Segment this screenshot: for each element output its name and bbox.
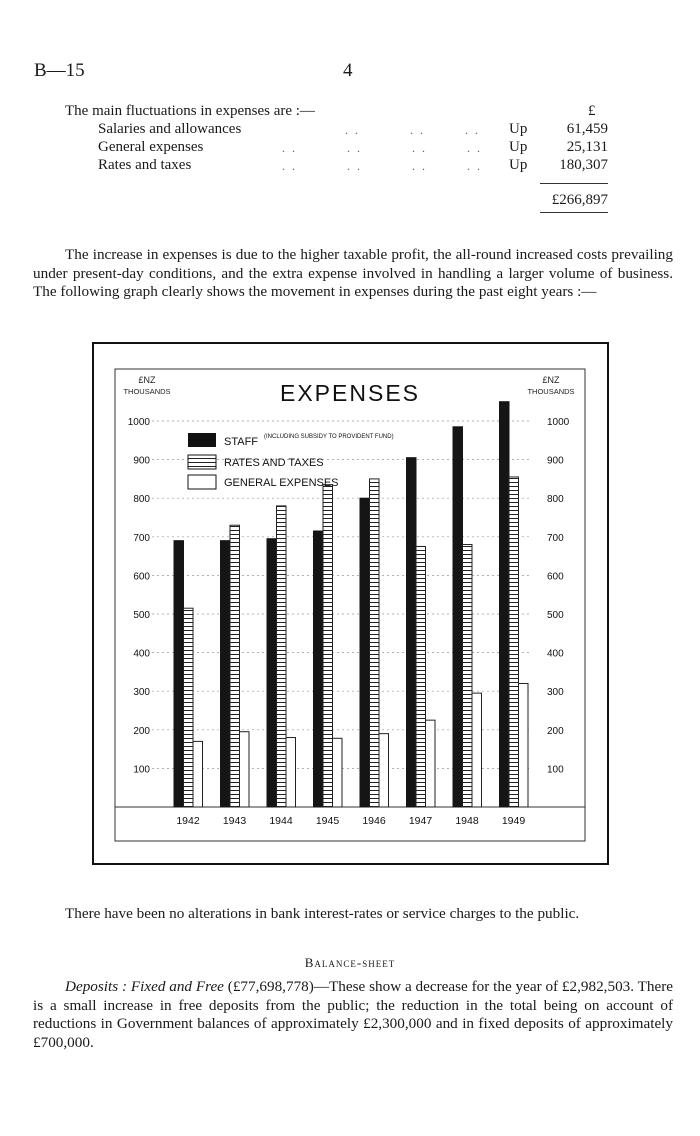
expenses-paragraph-text: The increase in expenses is due to the higher taxable profit, the all-round increased costs prevailing under present-day conditions, and the extra expense involved in handling a larger volume of business. The following graph clearly shows the movement in expenses during the past eight years :—	[33, 246, 673, 300]
y-tick-label-right: 500	[547, 610, 564, 621]
bar-general-expenses	[286, 738, 296, 807]
bar-staff	[174, 541, 184, 807]
y-tick-label-left: 200	[133, 725, 150, 737]
left-axis-label: THOUSANDS	[123, 387, 171, 396]
page-number: 4	[343, 60, 353, 81]
total-rule-top	[540, 183, 608, 184]
bar-rates-and-taxes	[184, 608, 194, 807]
bar-rates-and-taxes	[509, 477, 519, 807]
expenses-chart	[92, 342, 609, 865]
fluctuation-label: Salaries and allowances	[98, 121, 242, 137]
interest-rates-paragraph	[33, 905, 673, 924]
y-tick-label-right: 900	[547, 455, 564, 467]
bar-general-expenses	[240, 732, 250, 807]
legend-note-staff: (INCLUDING SUBSIDY TO PROVIDENT FUND)	[264, 434, 394, 440]
bar-staff	[267, 539, 277, 807]
x-tick-label: 1949	[501, 815, 526, 827]
bar-general-expenses	[333, 738, 343, 807]
bar-general-expenses	[519, 683, 529, 807]
bar-general-expenses	[426, 720, 436, 807]
bar-rates-and-taxes	[230, 525, 240, 807]
fluctuation-label: General expenses	[98, 139, 204, 155]
y-tick-label-right: 100	[547, 764, 564, 776]
currency-symbol: £	[588, 103, 596, 119]
interest-rates-paragraph-text: There have been no alterations in bank interest-rates or service charges to the public.	[65, 905, 580, 922]
legend-swatch-staff	[188, 433, 216, 447]
bar-general-expenses	[472, 693, 482, 807]
bar-staff	[407, 458, 417, 807]
y-tick-label-right: 700	[547, 532, 564, 544]
fluctuations-total: £266,897	[551, 192, 608, 208]
legend-label-general: GENERAL EXPENSES	[224, 477, 339, 489]
fluctuation-amount: 180,307	[559, 157, 608, 173]
bar-staff	[360, 498, 370, 807]
page-reference: B—15	[34, 60, 85, 81]
fluctuation-direction: Up	[509, 157, 528, 173]
bar-staff	[500, 402, 510, 807]
x-tick-label: 1943	[222, 815, 247, 827]
x-tick-label: 1947	[408, 815, 433, 827]
x-tick-label: 1945	[315, 815, 340, 827]
y-tick-label-left: 800	[133, 494, 150, 506]
fluctuation-direction: Up	[509, 121, 528, 137]
bar-rates-and-taxes	[463, 545, 473, 807]
leader-dots: . . . . . .	[345, 123, 480, 137]
fluctuation-amount: 61,459	[566, 121, 608, 137]
expenses-paragraph	[33, 246, 673, 302]
fluctuation-row	[0, 121, 608, 139]
fluctuation-row	[0, 157, 608, 175]
x-tick-label: 1944	[269, 815, 293, 827]
y-tick-label-right: 300	[547, 687, 564, 699]
y-tick-label-right: 200	[547, 725, 564, 737]
chart-legend	[188, 433, 394, 489]
fluctuation-label: Rates and taxes	[98, 157, 192, 173]
left-axis-unit: £NZ	[138, 375, 156, 385]
fluctuation-row	[0, 139, 608, 157]
y-tick-label-left: 300	[133, 687, 150, 699]
y-tick-label-right: 1000	[547, 417, 570, 428]
bar-rates-and-taxes	[370, 479, 380, 807]
y-tick-label-right: 400	[547, 648, 564, 660]
bar-staff	[453, 427, 463, 807]
deposits-paragraph	[33, 978, 673, 1052]
fluctuations-intro: The main fluctuations in expenses are :—	[65, 103, 315, 119]
deposits-lead: Deposits : Fixed and Free	[65, 978, 224, 995]
y-tick-label-left: 500	[133, 610, 150, 621]
total-rule-bottom	[540, 212, 608, 213]
legend-swatch-general	[188, 475, 216, 489]
y-tick-label-left: 400	[133, 648, 150, 660]
deposits-text: —These show a decrease for the year of £2,982,503. There is a small increase in free deposits from the public; the reduction in the total being on account of reductions in Government balances of approximately £2,300,000 and in fixed deposits of approximately £700,000.	[33, 978, 673, 1051]
y-tick-label-left: 100	[133, 764, 150, 776]
bar-staff	[221, 541, 231, 807]
bar-rates-and-taxes	[323, 485, 333, 807]
y-tick-label-left: 600	[133, 571, 150, 583]
x-tick-label: 1942	[176, 815, 200, 827]
bar-general-expenses	[193, 741, 203, 807]
bar-rates-and-taxes	[277, 506, 287, 807]
y-tick-label-left: 700	[133, 532, 150, 544]
leader-dots: . . . . . . . .	[282, 141, 482, 155]
right-axis-unit: £NZ	[542, 375, 560, 385]
chart-title: EXPENSES	[280, 380, 420, 406]
bar-general-expenses	[379, 734, 389, 807]
legend-swatch-rates	[188, 455, 216, 469]
x-tick-label: 1946	[362, 815, 386, 827]
fluctuation-amount: 25,131	[566, 139, 608, 155]
leader-dots: . . . . . . . .	[282, 159, 482, 173]
right-axis-label: THOUSANDS	[527, 387, 575, 396]
y-tick-label-right: 600	[547, 571, 564, 583]
legend-label-staff: STAFF	[224, 436, 259, 448]
legend-label-rates: RATES AND TAXES	[224, 457, 324, 469]
y-tick-label-right: 800	[547, 494, 564, 506]
y-tick-label-left: 900	[133, 455, 150, 467]
x-tick-label: 1948	[455, 815, 479, 827]
bar-rates-and-taxes	[416, 546, 426, 807]
deposits-amount: (£77,698,778)	[227, 978, 314, 995]
bar-staff	[314, 531, 324, 807]
y-tick-label-left: 1000	[127, 417, 150, 428]
balance-sheet-heading: Balance-sheet	[304, 955, 396, 970]
fluctuation-direction: Up	[509, 139, 528, 155]
